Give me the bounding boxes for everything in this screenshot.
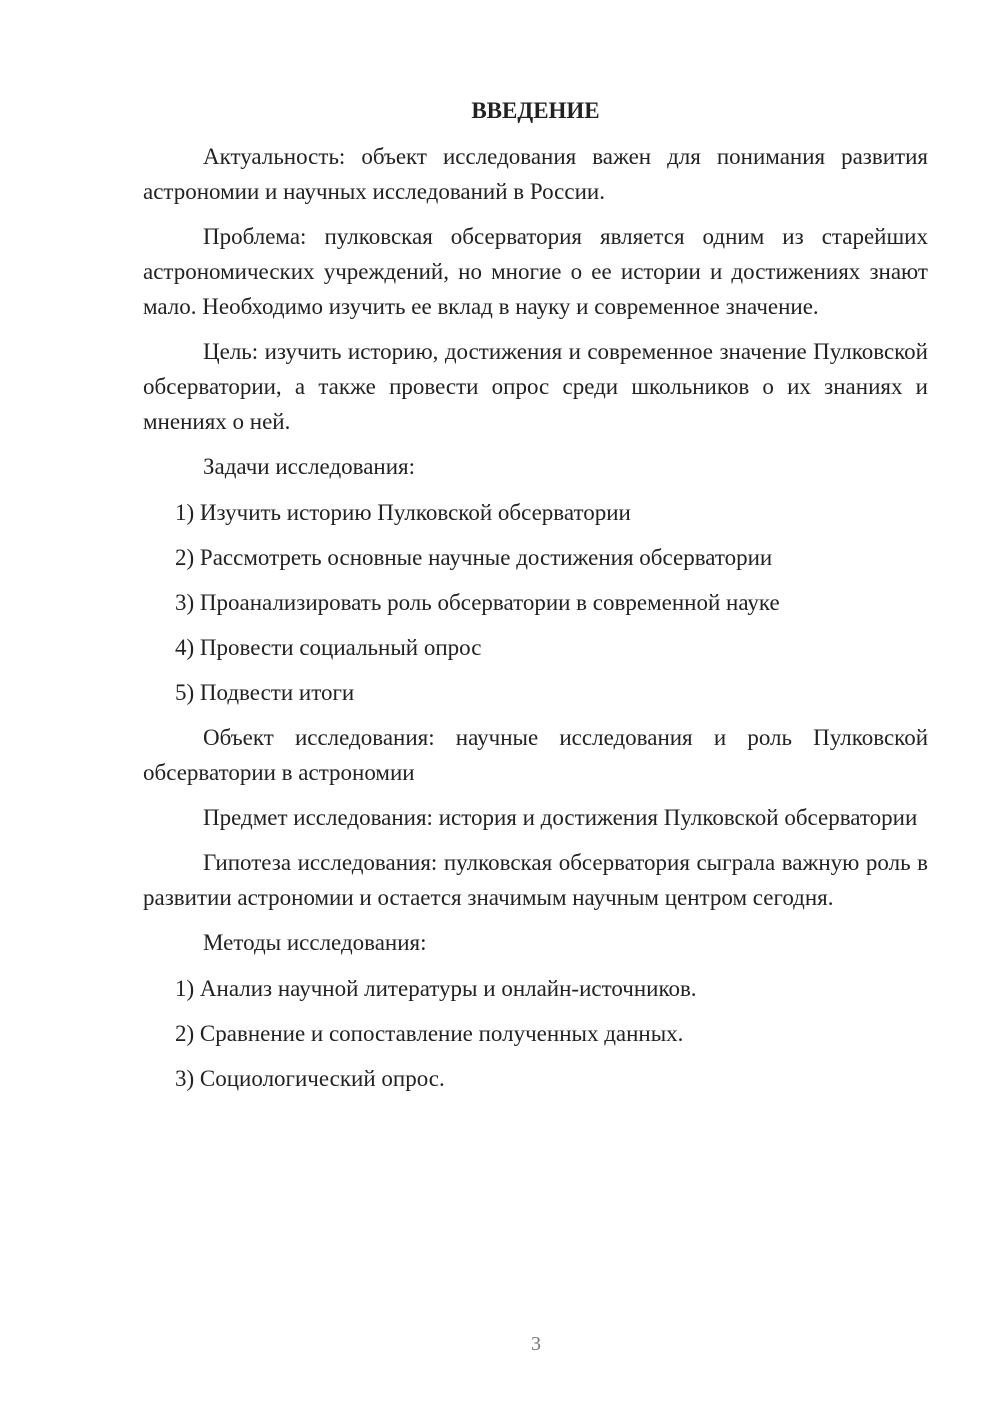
relevance-paragraph: Актуальность: объект исследования важен для понимания развития астрономии и научных исследований в России. (143, 144, 928, 204)
list-item: 5) Подвести итоги (175, 680, 355, 705)
list-item: 1) Анализ научной литературы и онлайн-источников. (175, 976, 697, 1001)
tasks-list (143, 495, 928, 710)
list-item: 2) Рассмотреть основные научные достижения обсерватории (175, 545, 773, 570)
list-item: 4) Провести социальный опрос (175, 635, 482, 660)
hypothesis-paragraph: Гипотеза исследования: пулковская обсерватория сыграла важную роль в развитии астрономии и остается значимым научным центром сегодня. (143, 850, 928, 910)
tasks-title: Задачи исследования: (203, 454, 416, 479)
list-item: 3) Проанализировать роль обсерватории в современной науке (175, 590, 780, 615)
section-heading: ВВЕДЕНИЕ (471, 98, 600, 123)
list-item: 2) Сравнение и сопоставление полученных данных. (175, 1021, 684, 1046)
subject-paragraph: Предмет исследования: история и достижения Пулковской обсерватории (203, 805, 918, 830)
methods-title: Методы исследования: (203, 930, 427, 955)
methods-list (143, 971, 928, 1096)
goal-paragraph: Цель: изучить историю, достижения и современное значение Пулковской обсерватории, а также провести опрос среди школьников о их знаниях и мнениях о ней. (143, 339, 928, 434)
problem-paragraph: Проблема: пулковская обсерватория является одним из старейших астрономических учреждений, но многие о ее истории и достижениях знают мало. Необходимо изучить ее вклад в науку и современное значение. (143, 224, 928, 319)
object-paragraph: Объект исследования: научные исследования и роль Пулковской обсерватории в астрономии (143, 725, 928, 785)
list-item: 1) Изучить историю Пулковской обсерватории (175, 500, 631, 525)
page-number: 3 (531, 1333, 541, 1355)
list-item: 3) Социологический опрос. (175, 1066, 445, 1091)
document-page (143, 95, 928, 1106)
